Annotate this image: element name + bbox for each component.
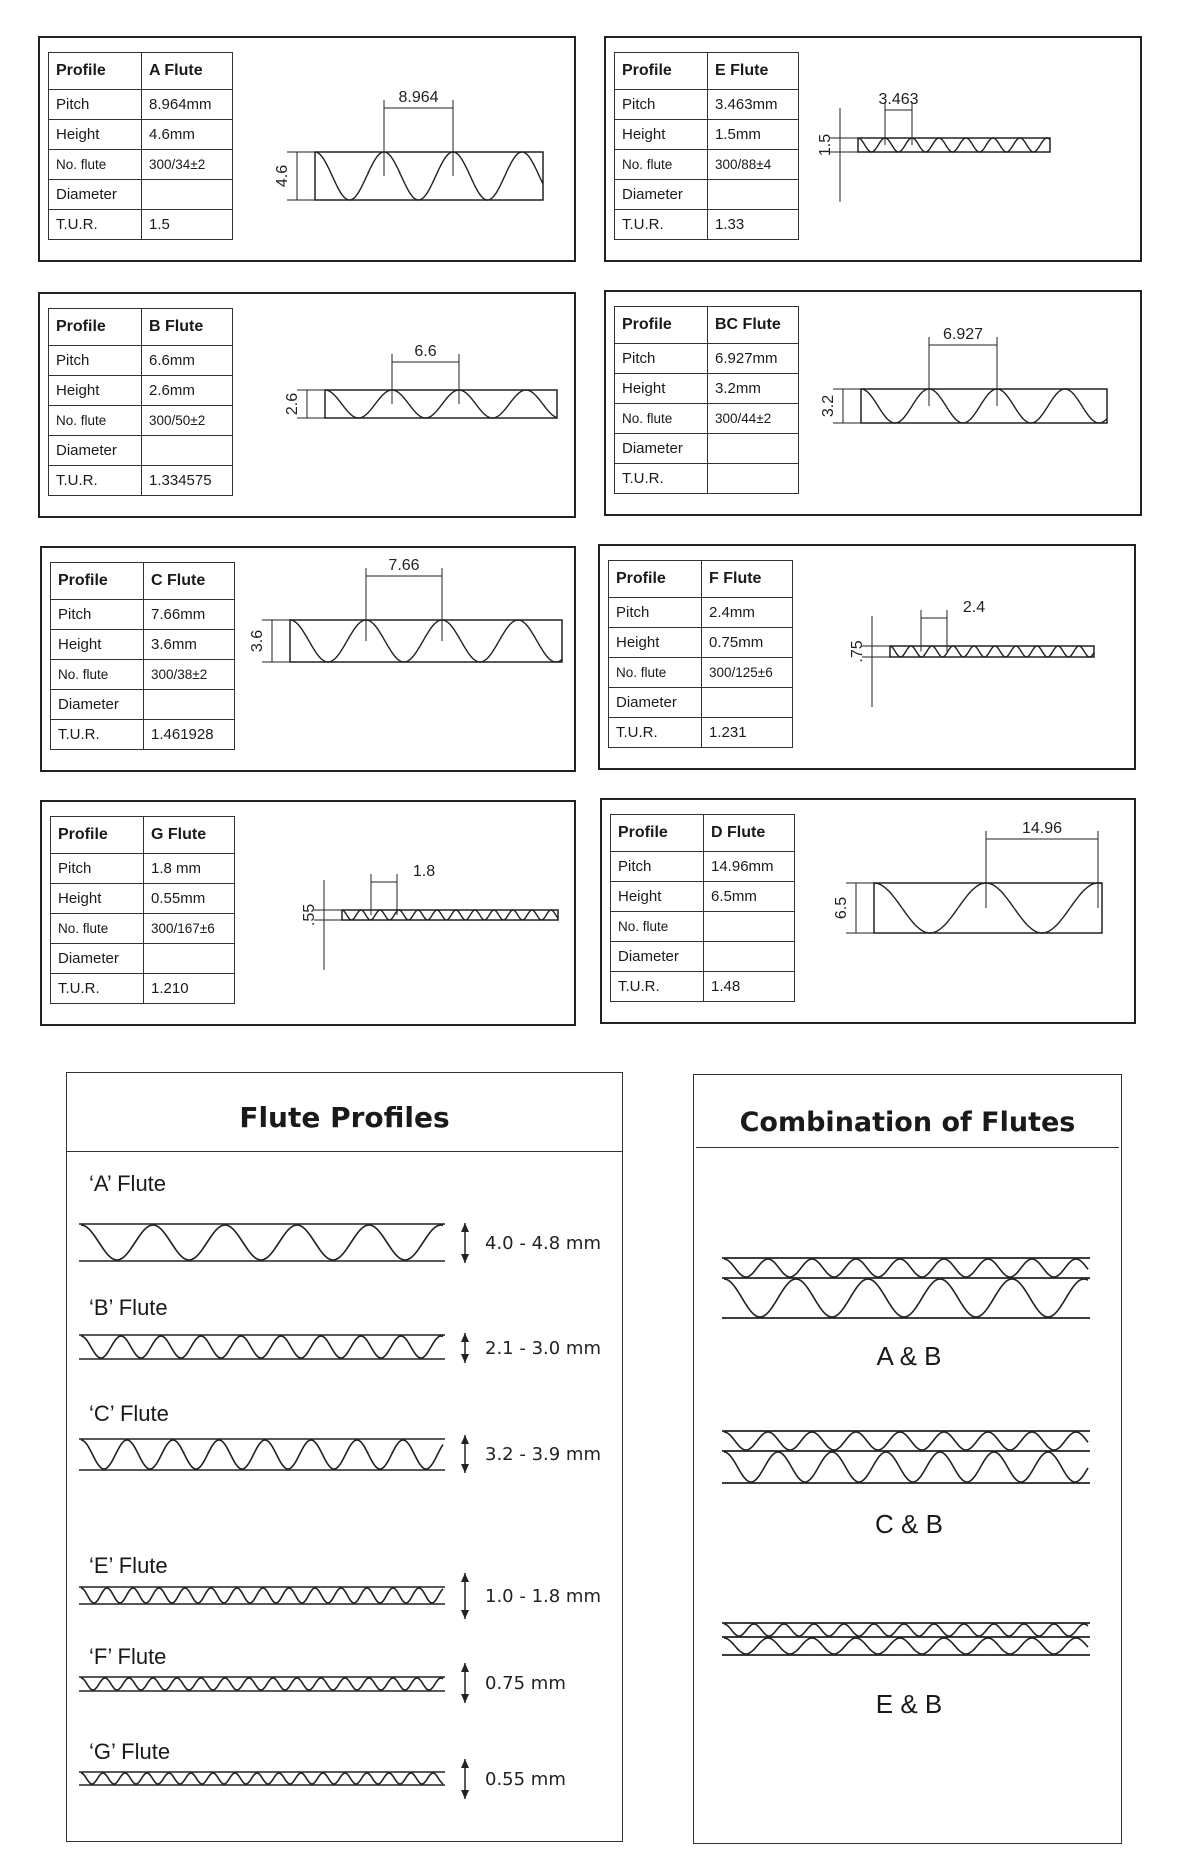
spec-label-tur: T.U.R.	[611, 972, 704, 1002]
pitch-dimension-value: 8.964	[398, 89, 439, 106]
spec-label-tur: T.U.R.	[51, 720, 144, 750]
flute-card	[604, 290, 1142, 516]
spec-value-name: BC Flute	[708, 307, 799, 344]
spec-label-no-flute: No. flute	[49, 150, 142, 180]
profile-range-value: 2.1 - 3.0 mm	[485, 1338, 601, 1359]
profile-label-a: ‘A’ Flute	[89, 1171, 167, 1196]
flute-wave	[874, 883, 1102, 933]
profile-label-e: ‘E’ Flute	[89, 1553, 168, 1578]
spec-label-profile: Profile	[611, 815, 704, 852]
flute-profiles-title: Flute Profiles	[239, 1101, 450, 1134]
spec-value-no-flute: 300/167±6	[144, 914, 235, 944]
spec-label-no-flute: No. flute	[51, 660, 144, 690]
flute-cross-section	[40, 38, 578, 264]
pitch-dimension	[384, 100, 453, 176]
profile-range-value: 0.75 mm	[485, 1673, 566, 1694]
spec-label-diameter: Diameter	[49, 436, 142, 466]
spec-label-profile: Profile	[615, 53, 708, 90]
flute-cross-section	[42, 548, 578, 774]
flute-board-outline	[290, 620, 562, 662]
spec-value-name: E Flute	[708, 53, 799, 90]
spec-label-profile: Profile	[49, 53, 142, 90]
spec-label-tur: T.U.R.	[49, 210, 142, 240]
flute-board-outline	[315, 152, 543, 200]
pitch-dimension-value: 14.96	[1021, 820, 1063, 837]
spec-label-pitch: Pitch	[51, 600, 144, 630]
spec-value-tur: 1.48	[704, 972, 795, 1002]
spec-value-no-flute: 300/38±2	[144, 660, 235, 690]
spec-value-name: D Flute	[704, 815, 795, 852]
profile-range-value: 3.2 - 3.9 mm	[485, 1444, 601, 1465]
spec-value-tur: 1.33	[708, 210, 799, 240]
height-dimension-value: 3.6	[249, 629, 267, 653]
spec-value-no-flute: 300/34±2	[142, 150, 233, 180]
combination-panel	[693, 1074, 1122, 1844]
spec-value-height: 3.2mm	[708, 374, 799, 404]
flute-cross-section	[40, 294, 578, 520]
spec-label-height: Height	[609, 628, 702, 658]
flute-profiles-drawing	[67, 1073, 624, 1843]
spec-label-height: Height	[51, 630, 144, 660]
spec-label-pitch: Pitch	[49, 346, 142, 376]
profile-wave-row	[79, 1587, 445, 1604]
combination-board	[722, 1623, 1090, 1655]
flute-board-outline	[858, 138, 1050, 152]
spec-value-height: 1.5mm	[708, 120, 799, 150]
spec-value-pitch: 3.463mm	[708, 90, 799, 120]
profile-wave-row	[79, 1677, 445, 1691]
combination-drawing	[694, 1075, 1123, 1845]
combination-title: Combination of Flutes	[739, 1107, 1076, 1138]
spec-value-tur: 1.210	[144, 974, 235, 1004]
spec-label-profile: Profile	[609, 561, 702, 598]
spec-label-pitch: Pitch	[609, 598, 702, 628]
profile-label-g: ‘G’ Flute	[89, 1739, 171, 1764]
flute-wave	[290, 620, 562, 662]
spec-value-name: C Flute	[144, 563, 235, 600]
spec-value-pitch: 6.6mm	[142, 346, 233, 376]
spec-label-tur: T.U.R.	[49, 466, 142, 496]
profile-label-b: ‘B’ Flute	[89, 1295, 168, 1320]
profile-wave-row	[79, 1224, 445, 1261]
pitch-dimension-value: 2.4	[962, 599, 986, 616]
pitch-dimension	[371, 874, 397, 915]
spec-label-height: Height	[51, 884, 144, 914]
spec-label-height: Height	[615, 120, 708, 150]
height-range-arrow	[461, 1573, 469, 1619]
spec-label-diameter: Diameter	[49, 180, 142, 210]
spec-value-tur: 1.5	[142, 210, 233, 240]
combination-board	[722, 1431, 1090, 1483]
spec-value-height: 3.6mm	[144, 630, 235, 660]
height-dimension-value: 4.6	[274, 164, 292, 188]
flute-cross-section	[42, 802, 578, 1028]
spec-value-tur: 1.334575	[142, 466, 233, 496]
spec-label-tur: T.U.R.	[609, 718, 702, 748]
spec-value-height: 6.5mm	[704, 882, 795, 912]
spec-value-pitch: 6.927mm	[708, 344, 799, 374]
flute-cross-section	[600, 546, 1138, 772]
spec-value-height: 0.75mm	[702, 628, 793, 658]
profile-wave-row	[79, 1439, 445, 1470]
spec-label-diameter: Diameter	[611, 942, 704, 972]
flute-card	[600, 798, 1136, 1024]
spec-label-tur: T.U.R.	[615, 210, 708, 240]
pitch-dimension-value: 3.463	[878, 91, 919, 108]
spec-label-pitch: Pitch	[51, 854, 144, 884]
spec-value-name: G Flute	[144, 817, 235, 854]
spec-label-pitch: Pitch	[615, 90, 708, 120]
spec-label-height: Height	[49, 120, 142, 150]
spec-label-no-flute: No. flute	[49, 406, 142, 436]
spec-label-no-flute: No. flute	[615, 404, 708, 434]
flute-board-outline	[874, 883, 1102, 933]
spec-label-pitch: Pitch	[611, 852, 704, 882]
spec-label-height: Height	[49, 376, 142, 406]
flute-card	[38, 36, 576, 262]
spec-label-diameter: Diameter	[615, 180, 708, 210]
spec-label-tur: T.U.R.	[615, 464, 708, 494]
combination-board	[722, 1258, 1090, 1318]
flute-board-outline	[325, 390, 557, 418]
profile-wave-row	[79, 1335, 445, 1359]
flute-wave	[858, 138, 1050, 152]
spec-value-tur: 1.461928	[144, 720, 235, 750]
flute-card	[598, 544, 1136, 770]
pitch-dimension	[986, 831, 1098, 908]
spec-value-name: A Flute	[142, 53, 233, 90]
flute-card	[40, 546, 576, 772]
pitch-dimension-value: 1.8	[412, 863, 436, 880]
flute-cross-section	[606, 38, 1144, 264]
spec-label-height: Height	[615, 374, 708, 404]
spec-label-pitch: Pitch	[615, 344, 708, 374]
combo-label-ab: A & B	[876, 1341, 942, 1371]
profile-label-f: ‘F’ Flute	[89, 1644, 167, 1669]
pitch-dimension-value: 7.66	[388, 557, 420, 574]
pitch-dimension-value: 6.927	[942, 326, 984, 343]
height-dimension-value: 2.6	[284, 392, 302, 416]
combo-label-eb: E & B	[875, 1689, 943, 1719]
profile-range-value: 4.0 - 4.8 mm	[485, 1233, 601, 1254]
spec-label-diameter: Diameter	[615, 434, 708, 464]
spec-value-name: F Flute	[702, 561, 793, 598]
height-range-arrow	[461, 1333, 469, 1363]
height-dimension-value: 1.5	[817, 133, 835, 157]
spec-label-profile: Profile	[615, 307, 708, 344]
flute-cross-section	[606, 292, 1144, 518]
spec-label-profile: Profile	[49, 309, 142, 346]
spec-label-no-flute: No. flute	[611, 912, 704, 942]
profile-wave-row	[79, 1772, 445, 1785]
flute-wave	[342, 910, 558, 920]
spec-label-diameter: Diameter	[609, 688, 702, 718]
spec-value-no-flute: 300/44±2	[708, 404, 799, 434]
pitch-dimension-value: 6.6	[414, 343, 437, 360]
spec-value-pitch: 8.964mm	[142, 90, 233, 120]
height-dimension-value: .55	[301, 903, 319, 927]
spec-value-pitch: 1.8 mm	[144, 854, 235, 884]
spec-value-pitch: 14.96mm	[704, 852, 795, 882]
flute-card	[604, 36, 1142, 262]
spec-value-height: 4.6mm	[142, 120, 233, 150]
profile-range-value: 0.55 mm	[485, 1769, 566, 1790]
flute-board-outline	[861, 389, 1107, 423]
spec-value-height: 0.55mm	[144, 884, 235, 914]
flute-card	[40, 800, 576, 1026]
profile-label-c: ‘C’ Flute	[89, 1401, 169, 1426]
pitch-dimension	[366, 568, 442, 641]
spec-label-no-flute: No. flute	[615, 150, 708, 180]
spec-label-pitch: Pitch	[49, 90, 142, 120]
spec-value-name: B Flute	[142, 309, 233, 346]
spec-value-pitch: 7.66mm	[144, 600, 235, 630]
spec-label-diameter: Diameter	[51, 944, 144, 974]
spec-value-no-flute: 300/125±6	[702, 658, 793, 688]
flute-wave	[861, 389, 1107, 423]
height-range-arrow	[461, 1663, 469, 1703]
spec-value-no-flute: 300/88±4	[708, 150, 799, 180]
spec-label-no-flute: No. flute	[51, 914, 144, 944]
spec-label-profile: Profile	[51, 563, 144, 600]
combo-label-cb: C & B	[875, 1509, 943, 1539]
flute-wave	[315, 152, 543, 200]
spec-label-diameter: Diameter	[51, 690, 144, 720]
height-dimension-value: 3.2	[820, 394, 838, 418]
spec-value-height: 2.6mm	[142, 376, 233, 406]
spec-label-height: Height	[611, 882, 704, 912]
height-range-arrow	[461, 1435, 469, 1473]
spec-label-tur: T.U.R.	[51, 974, 144, 1004]
flute-profiles-panel	[66, 1072, 623, 1842]
spec-label-no-flute: No. flute	[609, 658, 702, 688]
flute-wave	[325, 390, 557, 418]
height-range-arrow	[461, 1223, 469, 1263]
spec-value-pitch: 2.4mm	[702, 598, 793, 628]
height-range-arrow	[461, 1759, 469, 1799]
flute-cross-section	[602, 800, 1138, 1026]
height-dimension-value: 6.5	[833, 896, 851, 920]
spec-label-profile: Profile	[51, 817, 144, 854]
spec-value-no-flute: 300/50±2	[142, 406, 233, 436]
flute-card	[38, 292, 576, 518]
profile-range-value: 1.0 - 1.8 mm	[485, 1586, 601, 1607]
spec-value-tur: 1.231	[702, 718, 793, 748]
height-dimension-value: .75	[849, 640, 867, 663]
